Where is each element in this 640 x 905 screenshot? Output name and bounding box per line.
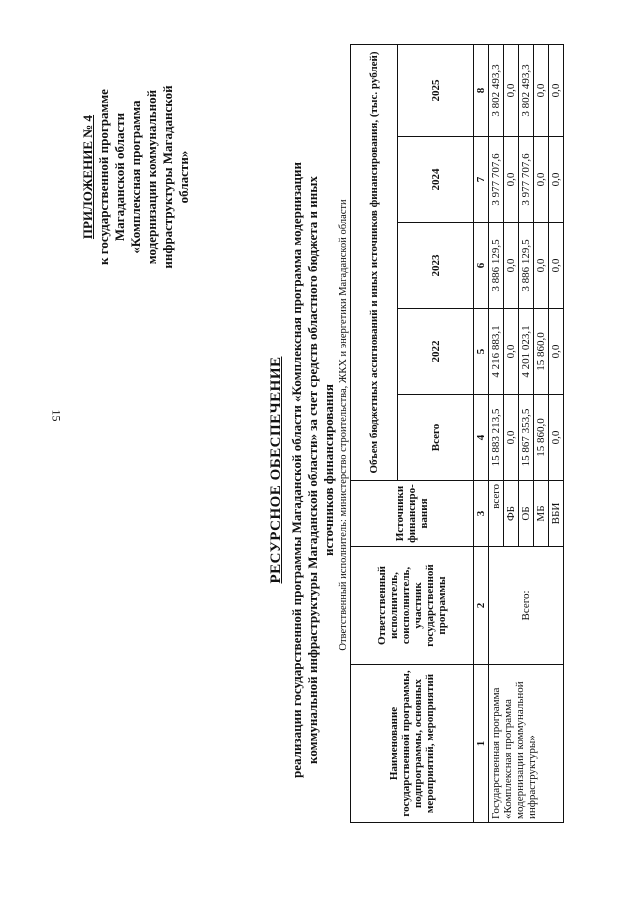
header-year: 2024	[398, 137, 474, 223]
page-number: 15	[49, 409, 64, 422]
title-sub-line: реализации государственной программы Магаданской области «Комплексная программа модернизации	[289, 162, 304, 779]
source-cell: всего	[489, 481, 504, 547]
year-cell: 0,0	[549, 309, 564, 395]
year-cell: 3 977 707,6	[519, 137, 534, 223]
table-row	[489, 44, 504, 822]
program-name-cell: Государственная программа «Комплексная программа модернизации коммунальной инфраструктуры»	[489, 665, 564, 823]
year-cell: 0,0	[534, 137, 549, 223]
year-cell: 3 886 129,5	[489, 223, 504, 309]
header-year: 2025	[398, 44, 474, 136]
header-year: 2023	[398, 223, 474, 309]
title-sub-line: коммунальной инфраструктуры Магаданской области» за счет средств областного бюджета и иных	[305, 176, 320, 764]
header-volume: Объем бюджетных ассигнований и иных источников финансирования, (тыс. рублей)	[351, 44, 398, 480]
year-cell: 0,0	[549, 44, 564, 136]
source-cell: ОБ	[519, 481, 534, 547]
column-number: 3	[474, 481, 489, 547]
total-cell: 15 883 213,5	[489, 395, 504, 481]
total-cell: 0,0	[549, 395, 564, 481]
header-executor: Ответственный исполнитель, соисполнитель, участник государственной программы	[351, 547, 474, 665]
year-cell: 3 977 707,6	[489, 137, 504, 223]
header-sources: Источники финансиро-вания	[351, 481, 474, 547]
column-number: 2	[474, 547, 489, 665]
year-cell: 0,0	[534, 44, 549, 136]
responsible-executor-note: Ответственный исполнитель: министерство строительства, ЖКХ и энергетики Магаданской области	[338, 199, 349, 651]
year-cell: 0,0	[504, 137, 519, 223]
year-cell: 4 201 023,1	[519, 309, 534, 395]
year-cell: 0,0	[549, 137, 564, 223]
appendix-heading: ПРИЛОЖЕНИЕ № 4	[80, 114, 95, 240]
header-total: Всего	[398, 395, 474, 481]
total-cell: 15 860,0	[534, 395, 549, 481]
year-cell: 4 216 883,1	[489, 309, 504, 395]
year-cell: 3 802 493,3	[489, 44, 504, 136]
executor-cell: Всего:	[489, 547, 564, 665]
year-cell: 3 802 493,3	[519, 44, 534, 136]
column-number: 6	[474, 223, 489, 309]
appendix-line: Магаданской области	[112, 112, 127, 242]
year-cell: 0,0	[534, 223, 549, 309]
year-cell: 0,0	[504, 223, 519, 309]
appendix-line: модернизации коммунальной	[144, 89, 159, 265]
source-cell: ВБИ	[549, 481, 564, 547]
year-cell: 15 860,0	[534, 309, 549, 395]
header-year: 2022	[398, 309, 474, 395]
year-cell: 0,0	[504, 309, 519, 395]
resource-table	[350, 44, 564, 823]
source-cell: ФБ	[504, 481, 519, 547]
column-number: 8	[474, 44, 489, 136]
header-name: Наименование государственной программы, подпрограммы, основных мероприятий, мероприятий	[351, 665, 474, 823]
appendix-line: области»	[176, 150, 191, 204]
year-cell: 0,0	[504, 44, 519, 136]
column-number: 4	[474, 395, 489, 481]
title-sub-line: источников финансирования	[321, 384, 336, 556]
appendix-line: к государственной программе	[96, 89, 111, 265]
appendix-line: инфраструктуры Магаданской	[160, 85, 175, 269]
column-number: 5	[474, 309, 489, 395]
year-cell: 0,0	[549, 223, 564, 309]
column-number: 7	[474, 137, 489, 223]
document-title	[268, 95, 337, 845]
appendix-line: «Комплексная программа	[128, 100, 143, 254]
year-cell: 3 886 129,5	[519, 223, 534, 309]
appendix-block	[80, 77, 192, 277]
column-number: 1	[474, 665, 489, 823]
source-cell: МБ	[534, 481, 549, 547]
total-cell: 15 867 353,5	[519, 395, 534, 481]
title-main: РЕСУРСНОЕ ОБЕСПЕЧЕНИЕ	[268, 356, 284, 584]
total-cell: 0,0	[504, 395, 519, 481]
